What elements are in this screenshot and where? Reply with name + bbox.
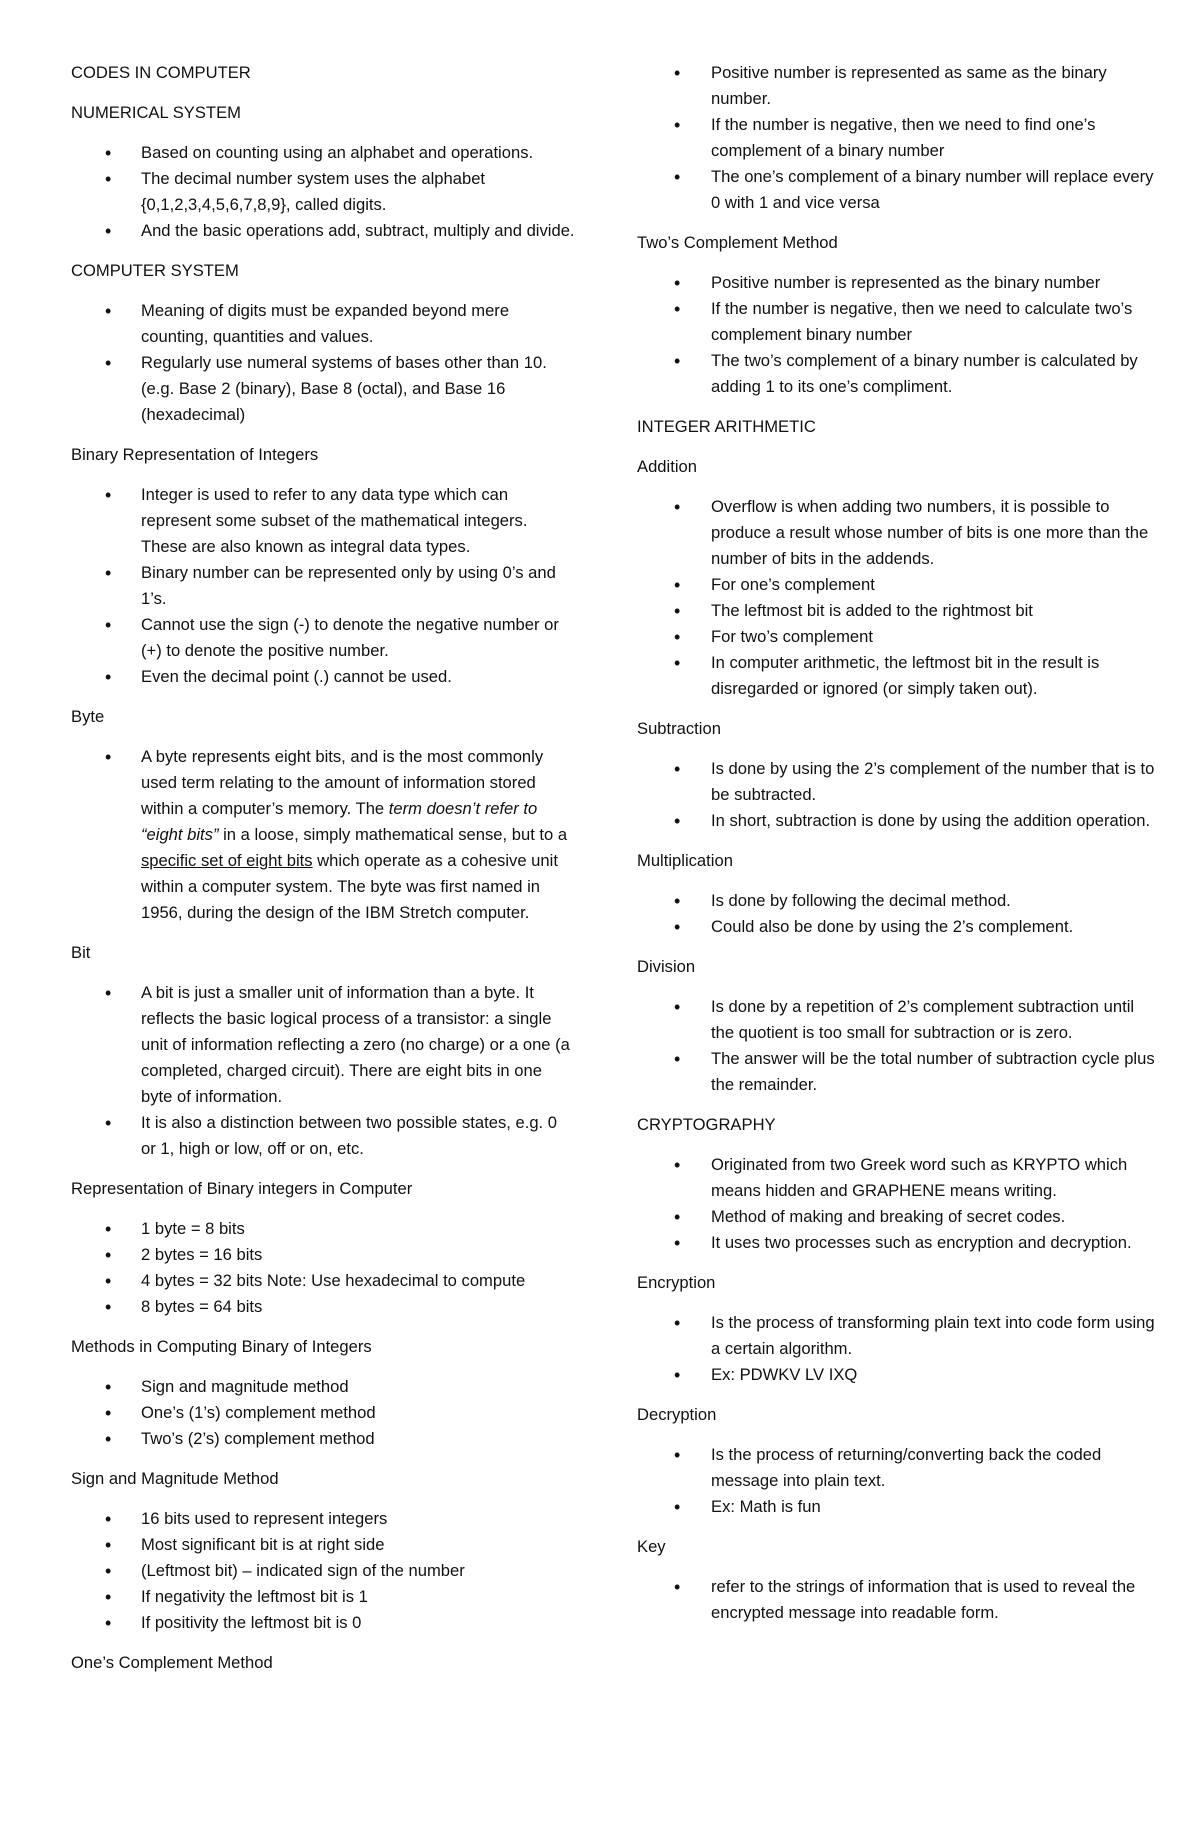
section-heading-key: Key: [637, 1537, 666, 1556]
section-heading-binary-representation-of-integers: Binary Representation of Integers: [71, 445, 319, 464]
bullet-item: • And the basic operations add, subtract, multiply and divide.: [71, 218, 576, 244]
bullet-item: [71, 744, 576, 926]
bullet-item: • The one’s complement of a binary number will replace every 0 with 1 and vice versa: [637, 164, 1157, 216]
bullet-list: [637, 1310, 1157, 1388]
bullet-item: • Method of making and breaking of secret codes.: [637, 1204, 1157, 1230]
text-segment: A byte represents eight bits, and is the most commonly used term relating to the amount of information stored within a computer’s memory. The: [141, 747, 544, 818]
section-heading-addition: Addition: [637, 457, 697, 476]
bullet-list: [71, 140, 576, 244]
bullet-item: • Regularly use numeral systems of bases other than 10. (e.g. Base 2 (binary), Base 8 (octal), and Base 16 (hexadecimal): [71, 350, 576, 428]
bullet-item: • Ex: PDWKV LV IXQ: [637, 1362, 1157, 1388]
section-heading-byte: Byte: [71, 707, 105, 726]
bullet-item: • In short, subtraction is done by using the addition operation.: [637, 808, 1157, 834]
bullet-item: • Originated from two Greek word such as KRYPTO which means hidden and GRAPHENE means writing.: [637, 1152, 1157, 1204]
bullet-item: • Most significant bit is at right side: [71, 1532, 576, 1558]
bullet-list: [637, 756, 1157, 834]
text-segment: specific set of eight bits: [141, 851, 313, 870]
bullet-item: • Positive number is represented as the binary number: [637, 270, 1157, 296]
section-heading-bit: Bit: [71, 943, 91, 962]
section-heading-codes-in-computer: CODES IN COMPUTER: [71, 63, 251, 82]
bullet-item: • 16 bits used to represent integers: [71, 1506, 576, 1532]
bullet-item: • 4 bytes = 32 bits Note: Use hexadecimal to compute: [71, 1268, 576, 1294]
bullet-item: • Even the decimal point (.) cannot be used.: [71, 664, 576, 690]
bullet-item: • The answer will be the total number of subtraction cycle plus the remainder.: [637, 1046, 1157, 1098]
bullet-item: • Integer is used to refer to any data type which can represent some subset of the mathematical integers. These are also known as integral data types.: [71, 482, 576, 560]
left-column: [71, 60, 576, 1690]
bullet-item: • Overflow is when adding two numbers, it is possible to produce a result whose number of bits is one more than the number of bits in the addends.: [637, 494, 1157, 572]
bullet-item: • A bit is just a smaller unit of information than a byte. It reflects the basic logical process of a transistor: a single unit of information reflecting a zero (no charge) or a one (a completed, charged circuit). There are eight bits in one byte of information.: [71, 980, 576, 1110]
text-segment: which operate as a cohesive unit within a computer system. The byte was first named in 1956, during the design of the IBM Stretch computer.: [141, 851, 558, 922]
text-segment: term doesn’t refer to “eight bits”: [141, 799, 538, 844]
bullet-item: • Sign and magnitude method: [71, 1374, 576, 1400]
bullet-item: • Is done by following the decimal method.: [637, 888, 1157, 914]
bullet-list: [71, 744, 576, 926]
bullet-list: [71, 298, 576, 428]
bullet-list: [637, 60, 1157, 216]
section-heading-multiplication: Multiplication: [637, 851, 733, 870]
bullet-item: • One’s (1’s) complement method: [71, 1400, 576, 1426]
bullet-list: [637, 1442, 1157, 1520]
right-column: [637, 60, 1157, 1640]
bullet-item: • The decimal number system uses the alphabet {0,1,2,3,4,5,6,7,8,9}, called digits.: [71, 166, 576, 218]
section-heading-sign-and-magnitude-method: Sign and Magnitude Method: [71, 1469, 279, 1488]
bullet-item: • Could also be done by using the 2’s complement.: [637, 914, 1157, 940]
bullet-list: [71, 482, 576, 690]
bullet-item: • The two’s complement of a binary number is calculated by adding 1 to its one’s compliment.: [637, 348, 1157, 400]
bullet-item: • Is done by a repetition of 2’s complement subtraction until the quotient is too small for subtraction or is zero.: [637, 994, 1157, 1046]
bullet-item: • Cannot use the sign (-) to denote the negative number or (+) to denote the positive number.: [71, 612, 576, 664]
bullet-item: • refer to the strings of information that is used to reveal the encrypted message into readable form.: [637, 1574, 1157, 1626]
bullet-list: [71, 1374, 576, 1452]
text-segment: in a loose, simply mathematical sense, but to a: [218, 825, 568, 844]
bullet-item: • Meaning of digits must be expanded beyond mere counting, quantities and values.: [71, 298, 576, 350]
bullet-item: • In computer arithmetic, the leftmost bit in the result is disregarded or ignored (or simply taken out).: [637, 650, 1157, 702]
bullet-item: • Is done by using the 2’s complement of the number that is to be subtracted.: [637, 756, 1157, 808]
bullet-item: • 2 bytes = 16 bits: [71, 1242, 576, 1268]
section-heading-representation-of-binary-integers-in-computer: Representation of Binary integers in Computer: [71, 1179, 413, 1198]
bullet-item: • Binary number can be represented only by using 0’s and 1’s.: [71, 560, 576, 612]
bullet-item: • If the number is negative, then we need to find one’s complement of a binary number: [637, 112, 1157, 164]
bullet-item: • 1 byte = 8 bits: [71, 1216, 576, 1242]
bullet-item: • Based on counting using an alphabet and operations.: [71, 140, 576, 166]
bullet-item: • Is the process of returning/converting back the coded message into plain text.: [637, 1442, 1157, 1494]
bullet-item: • For one’s complement: [637, 572, 1157, 598]
bullet-list: [71, 1506, 576, 1636]
bullet-list: [71, 1216, 576, 1320]
bullet-item: • It uses two processes such as encryption and decryption.: [637, 1230, 1157, 1256]
bullet-item: • Positive number is represented as same as the binary number.: [637, 60, 1157, 112]
bullet-item: • If positivity the leftmost bit is 0: [71, 1610, 576, 1636]
section-heading-ones-complement-method: One’s Complement Method: [71, 1653, 273, 1672]
bullet-list: [637, 1574, 1157, 1626]
section-heading-subtraction: Subtraction: [637, 719, 721, 738]
section-heading-division: Division: [637, 957, 696, 976]
section-heading-numerical-system: NUMERICAL SYSTEM: [71, 103, 241, 122]
bullet-list: [637, 1152, 1157, 1256]
section-heading-integer-arithmetic: INTEGER ARITHMETIC: [637, 417, 816, 436]
bullet-list: [637, 494, 1157, 702]
bullet-list: [71, 980, 576, 1162]
bullet-item: • (Leftmost bit) – indicated sign of the number: [71, 1558, 576, 1584]
bullet-item: • If negativity the leftmost bit is 1: [71, 1584, 576, 1610]
section-heading-computer-system: COMPUTER SYSTEM: [71, 261, 239, 280]
bullet-item: • It is also a distinction between two possible states, e.g. 0 or 1, high or low, off or on, etc.: [71, 1110, 576, 1162]
bullet-list: [637, 270, 1157, 400]
bullet-item: • 8 bytes = 64 bits: [71, 1294, 576, 1320]
section-heading-twos-complement-method: Two’s Complement Method: [637, 233, 838, 252]
bullet-item: • If the number is negative, then we need to calculate two’s complement binary number: [637, 296, 1157, 348]
section-heading-decryption: Decryption: [637, 1405, 717, 1424]
bullet-item: • The leftmost bit is added to the rightmost bit: [637, 598, 1157, 624]
bullet-list: [637, 888, 1157, 940]
section-heading-cryptography: CRYPTOGRAPHY: [637, 1115, 776, 1134]
bullet-item: • Is the process of transforming plain text into code form using a certain algorithm.: [637, 1310, 1157, 1362]
bullet-item: • Ex: Math is fun: [637, 1494, 1157, 1520]
bullet-item: • For two’s complement: [637, 624, 1157, 650]
bullet-list: [637, 994, 1157, 1098]
section-heading-encryption: Encryption: [637, 1273, 716, 1292]
bullet-item: • Two’s (2’s) complement method: [71, 1426, 576, 1452]
section-heading-methods-in-computing-binary-of-integers: Methods in Computing Binary of Integers: [71, 1337, 372, 1356]
